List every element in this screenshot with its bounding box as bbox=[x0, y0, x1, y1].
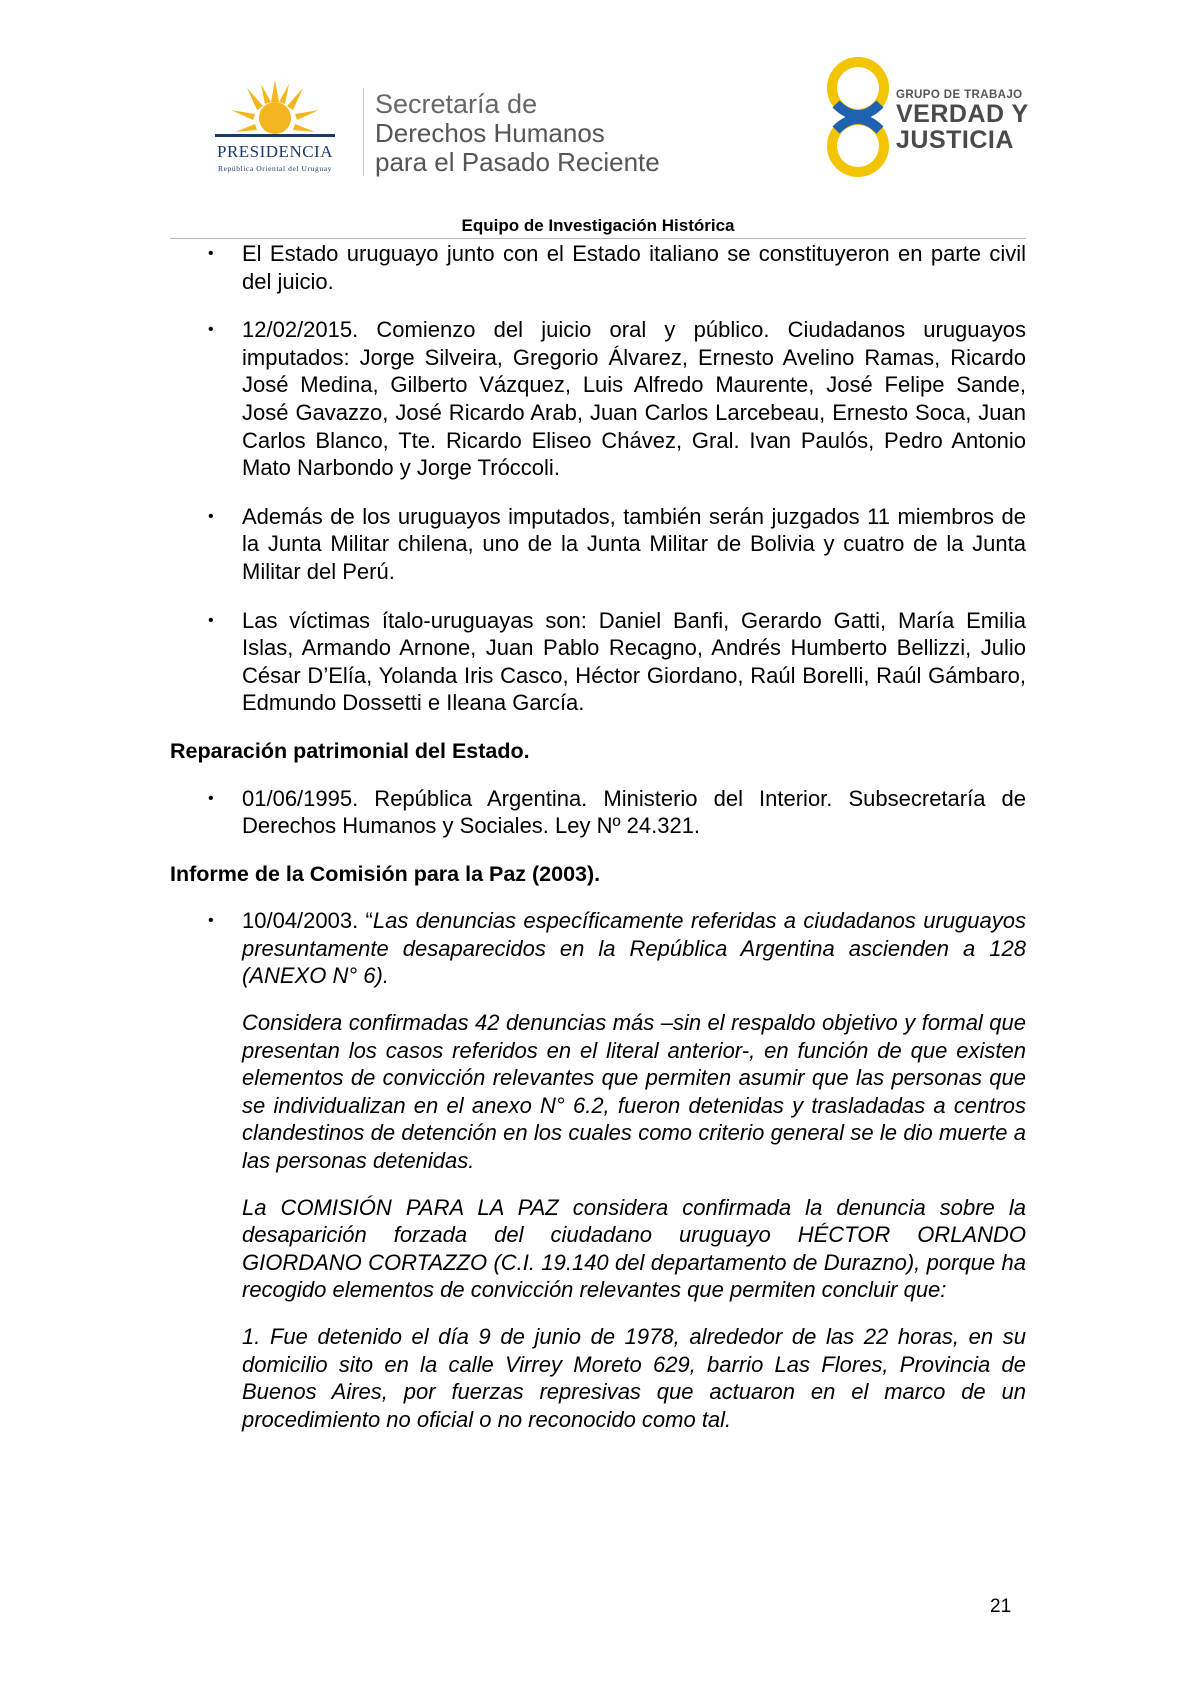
gtvj-small: GRUPO DE TRABAJO bbox=[896, 89, 1023, 101]
item-date: 10/04/2003. “ bbox=[242, 908, 373, 934]
bullet-list-2 bbox=[170, 785, 1026, 840]
bullet-icon: • bbox=[208, 789, 214, 807]
bullet-icon: • bbox=[208, 611, 214, 629]
header-rule bbox=[170, 238, 1026, 239]
bullet-list-1 bbox=[170, 240, 1026, 717]
presidencia-title: PRESIDENCIA bbox=[216, 142, 333, 161]
bullet-icon: • bbox=[208, 321, 214, 339]
list-item bbox=[170, 907, 1026, 1433]
bullet-list-3 bbox=[170, 907, 1026, 1433]
logo-divider bbox=[363, 88, 364, 176]
list-item bbox=[170, 316, 1026, 482]
list-item bbox=[170, 240, 1026, 295]
quote-paragraph-2: Considera confirmadas 42 denuncias más –sin el respaldo objetivo y formal que presentan los casos referidos en el literal anterior-, en función de que existen elementos de convicción relevantes que permiten asumir que las personas que se individualizan en el anexo N° 6.2, fueron detenidas y trasladadas a centros clandestinos de detención en los cuales como criterio general se le dio muerte a las personas detenidas. bbox=[242, 1010, 1026, 1174]
quote-paragraph-4: 1. Fue detenido el día 9 de junio de 1978, alrededor de las 22 horas, en su domicilio sito en la calle Virrey Moreto 629, barrio Las Flores, Provincia de Buenos Aires, por fuerzas represivas que actuaron en el marco de un procedimiento no oficial o no reconocido como tal. bbox=[242, 1324, 1026, 1432]
list-item bbox=[170, 607, 1026, 717]
list-item bbox=[170, 503, 1026, 586]
presidencia-logo bbox=[195, 78, 355, 178]
list-item-text: 01/06/1995. República Argentina. Ministerio del Interior. Subsecretaría de Derechos Humanos y Sociales. Ley Nº 24.321. bbox=[242, 785, 1026, 839]
list-item bbox=[170, 785, 1026, 840]
page-number: 21 bbox=[990, 1596, 1012, 1617]
document-body bbox=[170, 240, 1026, 1454]
item-quote: Las denuncias específicamente referidas a ciudadanos uruguayos presuntamente desaparecidos en la República Argentina ascienden a 128 (ANEXO N° 6). bbox=[242, 908, 1026, 989]
bullet-icon: • bbox=[208, 912, 214, 930]
list-item-text: El Estado uruguayo junto con el Estado italiano se constituyeron en parte civil del juicio. bbox=[242, 241, 1026, 294]
list-item-text: Las víctimas ítalo-uruguayas son: Daniel Banfi, Gerardo Gatti, María Emilia Islas, Armando Arnone, Juan Pablo Recagno, Andrés Humberto Bellizzi, Julio César D’Elía, Yolanda Iris Casco, Héctor Giordano, Raúl Borelli, Raúl Gámbaro, Edmundo Dossetti e Ileana García. bbox=[242, 607, 1026, 716]
verdad-justicia-logo-text bbox=[896, 89, 1029, 153]
bullet-icon: • bbox=[208, 245, 214, 262]
page-header bbox=[0, 0, 1190, 240]
list-item-text bbox=[242, 907, 1026, 990]
bullet-icon: • bbox=[208, 507, 214, 525]
secretaria-line-2: Derechos Humanos bbox=[375, 118, 605, 148]
sun-of-may-icon bbox=[195, 78, 355, 148]
team-title: Equipo de Investigación Histórica bbox=[461, 216, 735, 235]
quote-paragraph-3: La COMISIÓN PARA LA PAZ considera confirmada la denuncia sobre la desaparición forzada del ciudadano uruguayo HÉCTOR ORLANDO GIORDANO CORTAZZO (C.I. 19.140 del departamento de Durazno), porque ha recogido elementos de convicción relevantes que permiten concluir que: bbox=[242, 1194, 1026, 1303]
gtvj-line-1: VERDAD Y bbox=[896, 100, 1029, 128]
secretaria-line-1: Secretaría de bbox=[375, 89, 538, 119]
section-heading-comision: Informe de la Comisión para la Paz (2003). bbox=[170, 861, 601, 886]
secretaria-logo-text bbox=[375, 90, 660, 177]
presidencia-subtitle: República Oriental del Uruguay bbox=[217, 164, 332, 173]
list-item-text: Además de los uruguayos imputados, también serán juzgados 11 miembros de la Junta Militar chilena, uno de la Junta Militar de Bolivia y cuatro de la Junta Militar del Perú. bbox=[242, 503, 1026, 584]
secretaria-line-3: para el Pasado Reciente bbox=[375, 147, 660, 177]
gtvj-line-2: JUSTICIA bbox=[896, 126, 1014, 154]
list-item-text: 12/02/2015. Comienzo del juicio oral y público. Ciudadanos uruguayos imputados: Jorge Silveira, Gregorio Álvarez, Ernesto Avelino Ramas, Ricardo José Medina, Gilberto Vázquez, Luis Alfredo Maurente, José Felipe Sande, José Gavazzo, José Ricardo Arab, Juan Carlos Larcebeau, Ernesto Soca, Juan Carlos Blanco, Tte. Ricardo Eliseo Chávez, Gral. Ivan Paulós, Pedro Antonio Mato Narbondo y Jorge Tróccoli. bbox=[242, 317, 1026, 481]
section-heading-reparacion: Reparación patrimonial del Estado. bbox=[170, 738, 530, 763]
